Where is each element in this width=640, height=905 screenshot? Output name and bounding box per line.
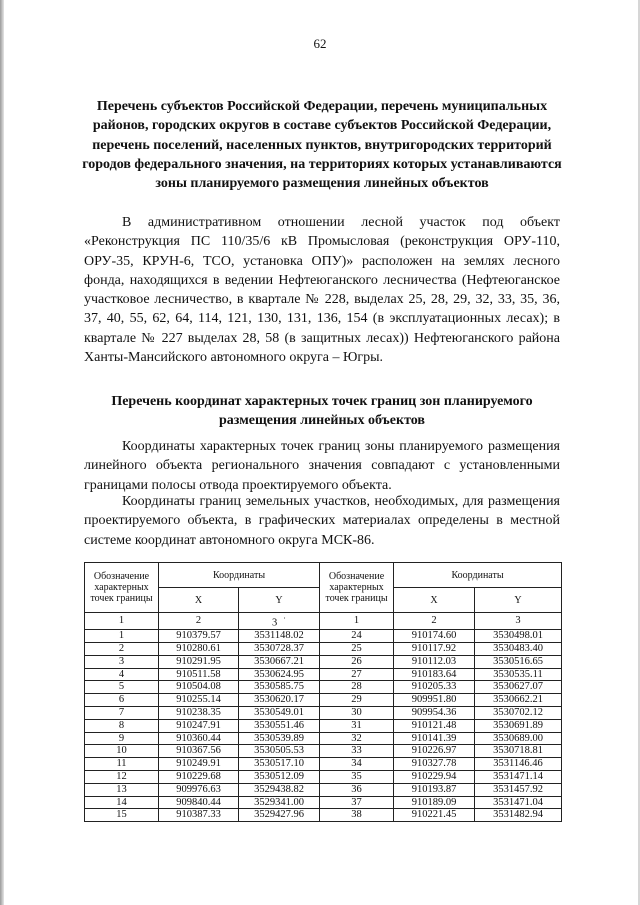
table-row (85, 643, 562, 656)
paragraph-coordinate-system: Координаты границ земельных участков, необходимых, для размещения проектируемого объекта, в графических материалах определены в местной системе координат автономного округа МСК-86. (84, 494, 560, 548)
header-y-right: Y (475, 588, 562, 613)
coord-y-right: 3531482.94 (475, 809, 562, 822)
heading-subjects-list: Перечень субъектов Российской Федерации, перечень муниципальных районов, городских округов в составе субъектов Российской Федерации, перечень поселений, населенных пунктов, внутригородских территорий городов федерального значения, на территориях которых устанавливаются зоны планируемого размещения линейных объектов (82, 99, 562, 192)
coord-y-left: 3530549.01 (239, 707, 320, 720)
coord-x-right: 910189.09 (394, 796, 475, 809)
point-id-left: 6 (85, 694, 159, 707)
table-row (85, 707, 562, 720)
table-row (85, 630, 562, 643)
coord-y-right: 3531457.92 (475, 783, 562, 796)
coord-x-left: 910238.35 (159, 707, 239, 720)
coord-x-right: 910121.48 (394, 719, 475, 732)
coord-x-left: 910367.56 (159, 745, 239, 758)
coord-y-left: 3529427.96 (239, 809, 320, 822)
header-x-left: X (159, 588, 239, 613)
table-row (85, 719, 562, 732)
point-id-right: 25 (320, 643, 394, 656)
header-coords-right: Координаты (394, 563, 562, 588)
coord-x-right: 910229.94 (394, 771, 475, 784)
coord-y-right: 3530691.89 (475, 719, 562, 732)
point-id-right: 36 (320, 783, 394, 796)
point-id-right: 24 (320, 630, 394, 643)
coord-y-left: 3530551.46 (239, 719, 320, 732)
coord-y-left: 3531148.02 (239, 630, 320, 643)
point-id-left: 11 (85, 758, 159, 771)
column-number: 1 (85, 613, 159, 630)
point-id-left: 10 (85, 745, 159, 758)
coord-y-left: 3530539.89 (239, 732, 320, 745)
header-x-right: X (394, 588, 475, 613)
coord-x-left: 910504.08 (159, 681, 239, 694)
paragraph-administrative-location: В административном отношении лесной участок под объект «Реконструкция ПС 110/35/6 кВ Промысловая (реконструкция ОРУ-110, ОРУ-35, КРУН-6, ТСО, установка ОПУ)» расположен на землях лесного фонда, находящихся в ведении Нефтеюганского лесничества (Нефтеюганское участковое лесничество, в квартале № 228, выделах 25, 28, 29, 32, 33, 35, 36, 37, 40, 55, 62, 64, 114, 121, 130, 131, 136, 154 (в эксплуатационных лесах); в квартале № 227 выделах 28, 58 (в защитных лесах)) Нефтеюганского района Ханты-Мансийского автономного округа – Югры. (84, 215, 560, 366)
point-id-right: 34 (320, 758, 394, 771)
coord-y-right: 3530689.00 (475, 732, 562, 745)
paragraph-coordinates-match: Координаты характерных точек границ зоны планируемого размещения линейного объекта регионального значения совпадают с установленными границами полосы отвода проектируемого объекта. (84, 439, 560, 493)
column-number: 3 (475, 613, 562, 630)
coord-x-right: 910226.97 (394, 745, 475, 758)
point-id-right: 32 (320, 732, 394, 745)
column-numbering-row (85, 613, 562, 630)
point-id-left: 8 (85, 719, 159, 732)
column-number: 1 (320, 613, 394, 630)
coord-x-left: 910255.14 (159, 694, 239, 707)
coord-y-right: 3530498.01 (475, 630, 562, 643)
coord-x-right: 910221.45 (394, 809, 475, 822)
table-row (85, 732, 562, 745)
table-row (85, 809, 562, 822)
coord-y-right: 3530718.81 (475, 745, 562, 758)
header-point-left: Обозначение характерных точек границы (85, 563, 159, 613)
coord-y-left: 3530620.17 (239, 694, 320, 707)
point-id-right: 28 (320, 681, 394, 694)
column-number: 2 (394, 613, 475, 630)
coord-y-left: 3530624.95 (239, 668, 320, 681)
coord-x-right: 910117.92 (394, 643, 475, 656)
coord-x-left: 909840.44 (159, 796, 239, 809)
coord-y-left: 3529341.00 (239, 796, 320, 809)
coord-y-right: 3530702.12 (475, 707, 562, 720)
coord-x-left: 910379.57 (159, 630, 239, 643)
point-id-right: 35 (320, 771, 394, 784)
coord-x-right: 910193.87 (394, 783, 475, 796)
table-header-row (85, 563, 562, 588)
coord-y-right: 3530516.65 (475, 655, 562, 668)
table-row (85, 681, 562, 694)
table-row (85, 758, 562, 771)
point-id-left: 3 (85, 655, 159, 668)
coord-x-right: 910112.03 (394, 655, 475, 668)
coord-x-left: 910511.58 (159, 668, 239, 681)
header-coords-left: Координаты (159, 563, 320, 588)
point-id-right: 27 (320, 668, 394, 681)
point-id-left: 5 (85, 681, 159, 694)
coord-x-left: 910249.91 (159, 758, 239, 771)
coord-y-right: 3530627.07 (475, 681, 562, 694)
column-number: 2 (159, 613, 239, 630)
coord-y-left: 3530505.53 (239, 745, 320, 758)
coord-y-right: 3530535.11 (475, 668, 562, 681)
coord-x-left: 910360.44 (159, 732, 239, 745)
header-y-left: Y (239, 588, 320, 613)
coord-y-left: 3530667.21 (239, 655, 320, 668)
coord-x-right: 910327.78 (394, 758, 475, 771)
point-id-right: 33 (320, 745, 394, 758)
coord-x-right: 910141.39 (394, 732, 475, 745)
coord-x-right: 910174.60 (394, 630, 475, 643)
coord-x-left: 910387.33 (159, 809, 239, 822)
page-number: 62 (313, 36, 327, 51)
point-id-left: 7 (85, 707, 159, 720)
coordinates-table (84, 562, 562, 822)
point-id-left: 1 (85, 630, 159, 643)
coord-x-right: 909951.80 (394, 694, 475, 707)
point-id-left: 14 (85, 796, 159, 809)
table-row (85, 655, 562, 668)
coord-x-right: 910183.64 (394, 668, 475, 681)
coord-y-right: 3530483.40 (475, 643, 562, 656)
point-id-right: 31 (320, 719, 394, 732)
coord-x-right: 910205.33 (394, 681, 475, 694)
coord-y-right: 3530662.21 (475, 694, 562, 707)
table-row (85, 771, 562, 784)
table-row (85, 694, 562, 707)
coord-y-left: 3529438.82 (239, 783, 320, 796)
table-row (85, 796, 562, 809)
point-id-right: 29 (320, 694, 394, 707)
coord-y-left: 3530517.10 (239, 758, 320, 771)
point-id-left: 15 (85, 809, 159, 822)
coord-y-right: 3531146.46 (475, 758, 562, 771)
coord-y-left: 3530585.75 (239, 681, 320, 694)
point-id-left: 13 (85, 783, 159, 796)
coord-x-left: 910291.95 (159, 655, 239, 668)
coord-y-right: 3531471.14 (475, 771, 562, 784)
point-id-left: 12 (85, 771, 159, 784)
point-id-right: 38 (320, 809, 394, 822)
point-id-right: 30 (320, 707, 394, 720)
coord-x-left: 910229.68 (159, 771, 239, 784)
scan-page-edge (0, 0, 4, 905)
coord-y-left: 3530512.09 (239, 771, 320, 784)
coord-x-left: 910280.61 (159, 643, 239, 656)
point-id-left: 4 (85, 668, 159, 681)
coord-y-left: 3530728.37 (239, 643, 320, 656)
coord-x-left: 909976.63 (159, 783, 239, 796)
header-point-right: Обозначение характерных точек границы (320, 563, 394, 613)
heading-coordinates-list: Перечень координат характерных точек границ зон планируемого размещения линейных объектов (111, 394, 533, 429)
coord-x-right: 909954.36 (394, 707, 475, 720)
point-id-left: 2 (85, 643, 159, 656)
table-row (85, 783, 562, 796)
point-id-right: 26 (320, 655, 394, 668)
coord-y-right: 3531471.04 (475, 796, 562, 809)
point-id-right: 37 (320, 796, 394, 809)
column-number: 3 · (239, 613, 320, 630)
table-row (85, 745, 562, 758)
coord-x-left: 910247.91 (159, 719, 239, 732)
point-id-left: 9 (85, 732, 159, 745)
table-row (85, 668, 562, 681)
